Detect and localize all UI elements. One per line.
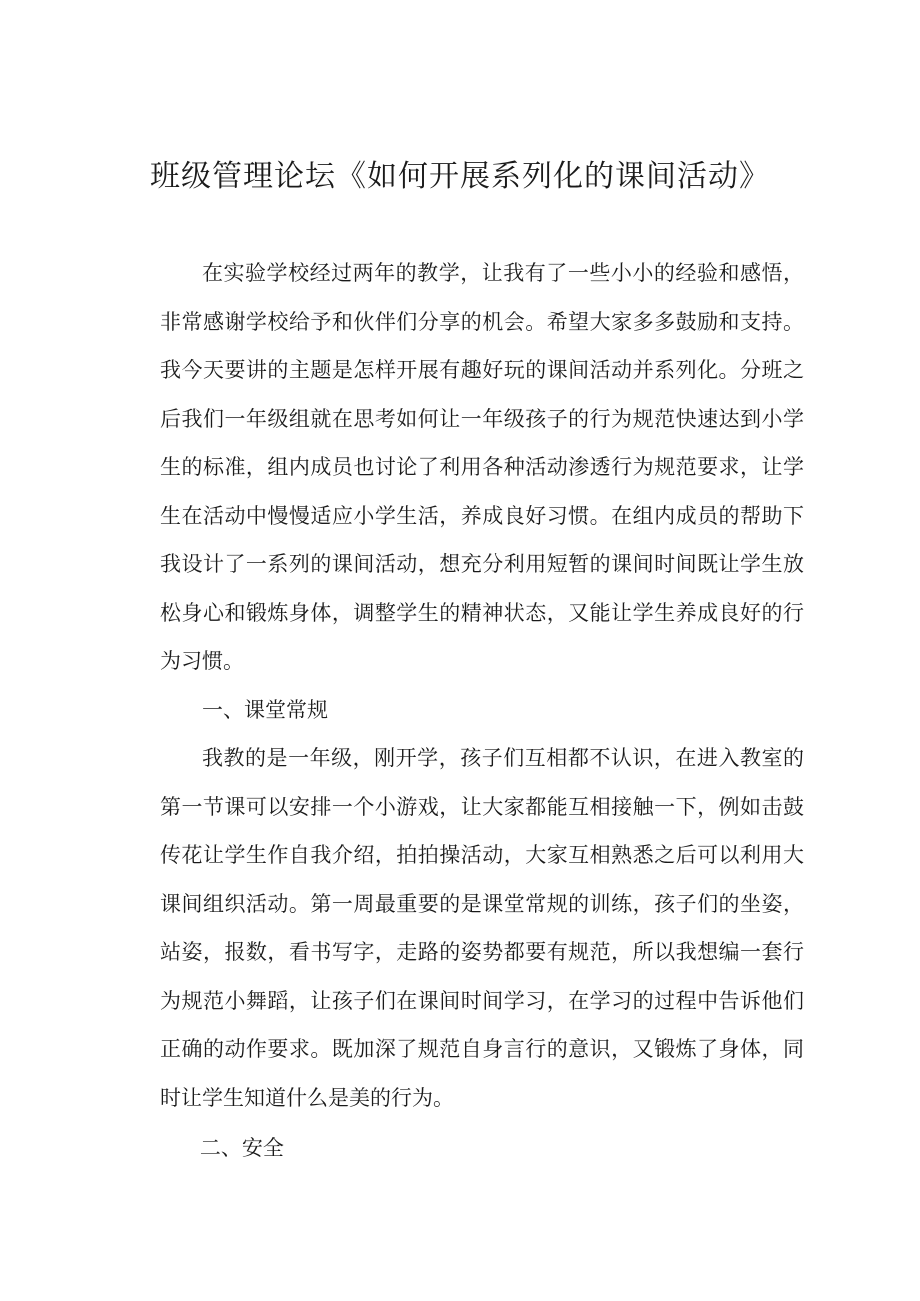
document-title: 班级管理论坛《如何开展系列化的课间活动》 xyxy=(150,159,770,194)
document-body xyxy=(160,249,804,1173)
section-heading-safety: 二、安全 xyxy=(199,1136,284,1160)
section-heading-classroom-routine: 一、课堂常规 xyxy=(202,697,328,722)
classroom-routine-paragraph: 我教的是一年级，刚开学，孩子们互相都不认识，在进入教室的第一节课可以安排一个小游戏，让大家都能互相接触一下，例如击鼓传花让学生作自我介绍，拍拍操活动，大家互相熟悉之后可以利用大课间组织活动。第一周最重要的是课堂常规的训练，孩子们的坐姿，站姿，报数，看书写字，走路的姿势都要有规范，所以我想编一套行为规范小舞蹈，让孩子们在课间时间学习，在学习的过程中告诉他们正确的动作要求。既加深了规范自身言行的意识，又锻炼了身体，同时让学生知道什么是美的行为。 xyxy=(160,746,804,1110)
intro-paragraph: 在实验学校经过两年的教学，让我有了一些小小的经验和感悟，非常感谢学校给予和伙伴们分享的机会。希望大家多多鼓励和支持。我今天要讲的主题是怎样开展有趣好玩的课间活动并系列化。分班之后我们一年级组就在思考如何让一年级孩子的行为规范快速达到小学生的标准，组内成员也讨论了利用各种活动渗透行为规范要求，让学生在活动中慢慢适应小学生活，养成良好习惯。在组内成员的帮助下我设计了一系列的课间活动，想充分利用短暂的课间时间既让学生放松身心和锻炼身体，调整学生的精神状态，又能让学生养成良好的行为习惯。 xyxy=(160,261,804,673)
